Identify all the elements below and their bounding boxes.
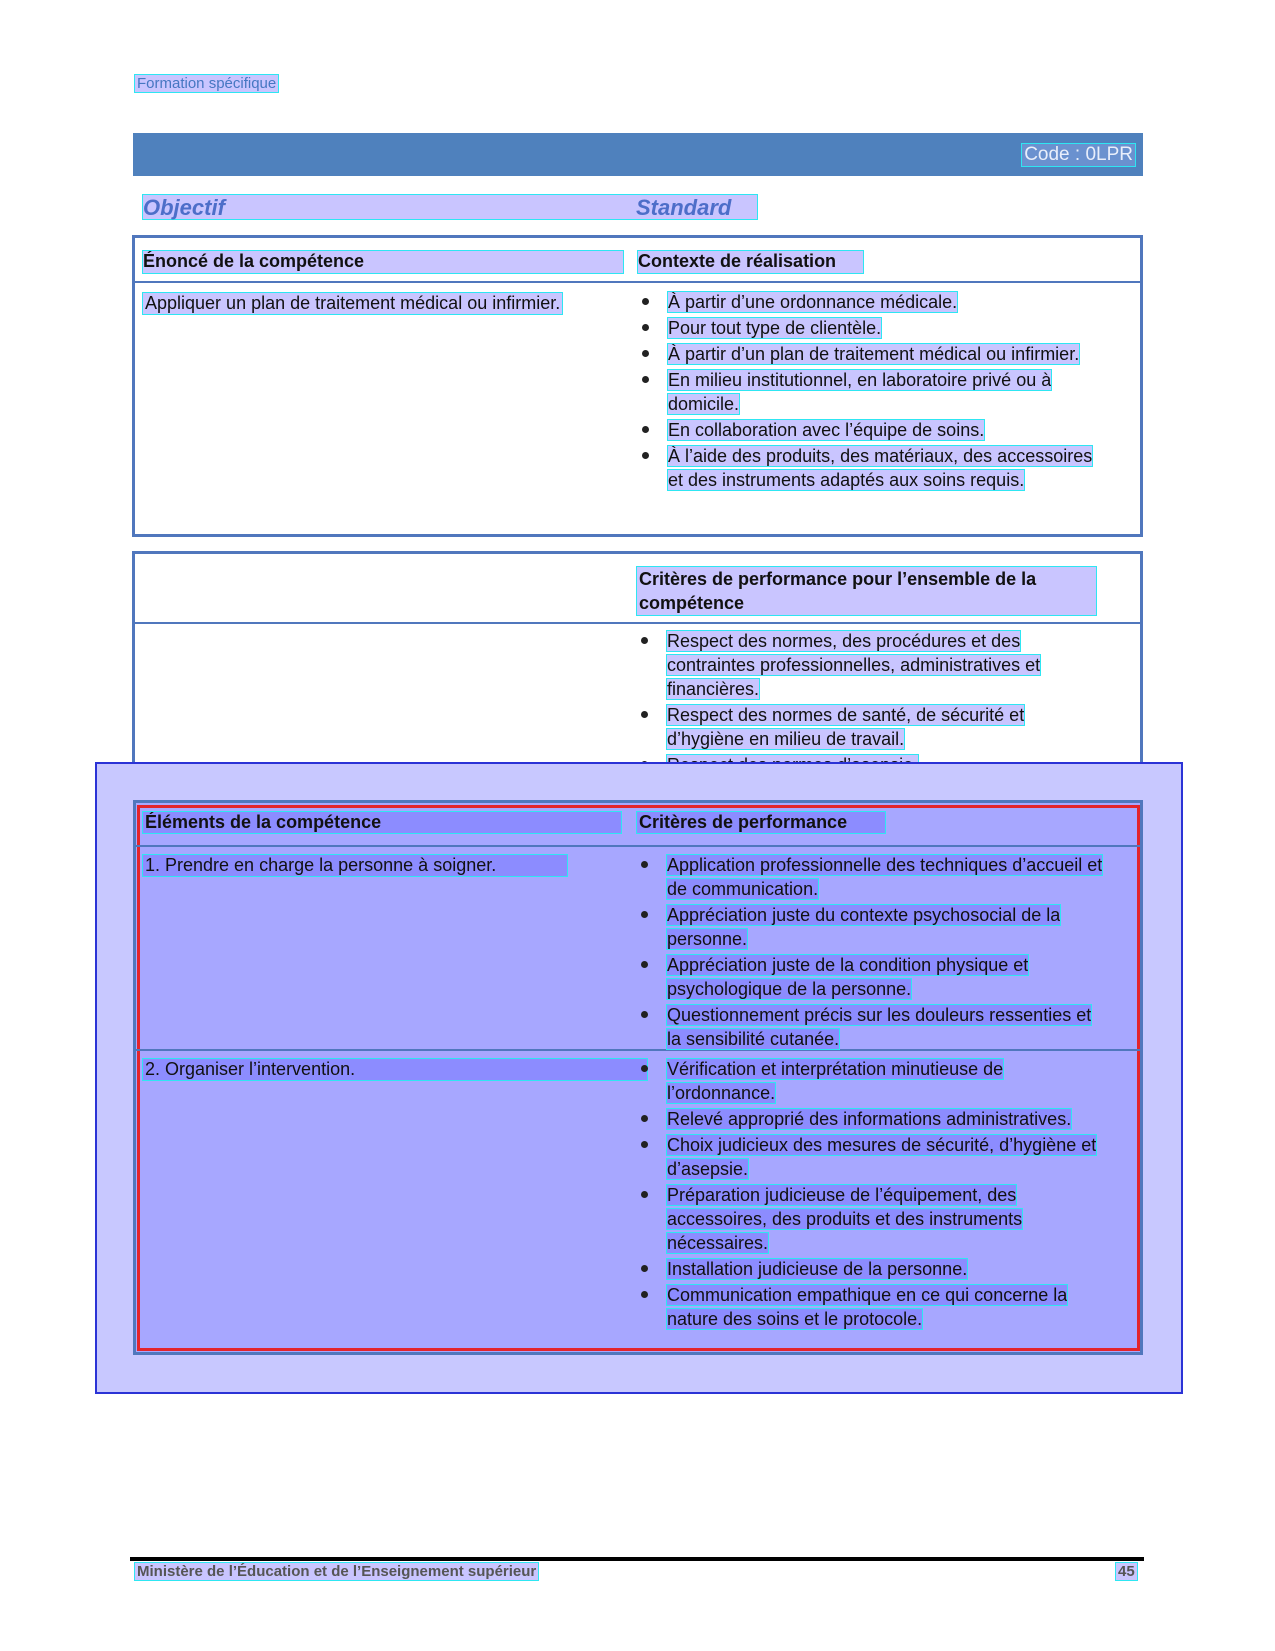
criteria-table [132,551,1143,774]
competence-statement: Appliquer un plan de traitement médical ou infirmier. [145,293,561,313]
bullet-text: Communication empathique en ce qui concerne la nature des soins et le protocole. [667,1285,1068,1329]
bullet-text: Vérification et interprétation minutieuse de l’ordonnance. [667,1059,1004,1103]
bullet-item [637,1057,1107,1105]
bullet-icon [642,426,649,433]
bullet-text: Application professionnelle des techniques d’accueil et de communication. [667,855,1103,899]
bullet-text: À partir d’un plan de traitement médical ou infirmier. [668,344,1080,364]
bullet-text: Respect des normes, des procédures et des contraintes professionnelles, administratives et financières. [667,631,1041,699]
page-number: 45 [1118,1563,1135,1580]
bullet-icon [642,324,649,331]
bullet-item [637,853,1107,901]
bullet-item [637,1003,1107,1051]
bullet-text: Appréciation juste de la condition physique et psychologique de la personne. [667,955,1029,999]
bullet-item [637,903,1107,951]
statement-header: Énoncé de la compétence [143,251,365,271]
bullet-icon [641,1065,648,1072]
bullet-item [637,953,1107,1001]
bullet-icon [641,1291,648,1298]
criteria-table-header [135,554,1140,624]
bullet-text: À l’aide des produits, des matériaux, des accessoires et des instruments adaptés aux soins requis. [668,446,1093,490]
bullet-text: Préparation judicieuse de l’équipement, des accessoires, des produits et des instruments nécessaires. [667,1185,1023,1253]
criteria-header: Critères de performance pour l’ensemble de la compétence [637,567,1096,615]
program-code: Code : 0LPR [1024,144,1133,165]
bullet-icon [641,961,648,968]
bullet-text: À partir d’une ordonnance médicale. [668,292,958,312]
bullet-text: Appréciation juste du contexte psychosocial de la personne. [667,905,1061,949]
bullet-item [637,1283,1107,1331]
bullet-text: Relevé approprié des informations administratives. [667,1109,1072,1129]
bullet-item [637,1107,1107,1131]
bullet-item [637,1183,1107,1255]
bullet-text: Questionnement précis sur les douleurs ressenties et la sensibilité cutanée. [667,1005,1092,1049]
element-1: 1. Prendre en charge la personne à soigner. [143,855,567,876]
context-header: Contexte de réalisation [638,251,837,271]
competence-table [132,235,1143,537]
bullet-icon [641,1115,648,1122]
bullet-item [638,290,1098,314]
footer-ministry: Ministère de l’Éducation et de l’Enseignement supérieur [137,1563,537,1580]
bullet-icon [641,1265,648,1272]
performance-header: Critères de performance [637,812,885,833]
page-header-title: Formation spécifique [137,75,277,92]
bullet-icon [642,376,649,383]
bullet-item [638,368,1098,416]
elements-header: Éléments de la compétence [143,812,621,833]
footer-rule [130,1557,1144,1561]
bullet-icon [641,861,648,868]
bullet-text: Choix judicieux des mesures de sécurité, d’hygiène et d’asepsie. [667,1135,1097,1179]
bullet-icon [642,350,649,357]
criteria-list [637,629,1097,779]
bullet-text: Pour tout type de clientèle. [668,318,882,338]
bullet-item [638,444,1098,492]
bullet-text: En milieu institutionnel, en laboratoire privé ou à domicile. [668,370,1052,414]
bullet-icon [641,1011,648,1018]
bullet-item [637,629,1097,701]
element-2: 2. Organiser l’intervention. [143,1059,647,1080]
competence-table-header [135,238,1140,283]
bullet-icon [641,637,648,644]
context-list [638,290,1098,494]
bullet-item [638,342,1098,366]
bullet-item [637,1133,1107,1181]
bullet-icon [641,1191,648,1198]
elements-header-separator [136,845,1140,847]
bullet-icon [641,711,648,718]
bullet-text: Respect des normes de santé, de sécurité et d’hygiène en milieu de travail. [667,705,1025,749]
bullet-icon [641,1141,648,1148]
right-header-highlight [638,251,863,273]
bullet-item [637,1257,1107,1281]
bullet-text: Installation judicieuse de la personne. [667,1259,968,1279]
element-2-criteria [637,1057,1107,1333]
bullet-text: En collaboration avec l’équipe de soins. [668,420,985,440]
bullet-item [638,418,1098,442]
left-header-highlight [143,251,623,273]
element-1-criteria [637,853,1107,1053]
objectif-label: Objectif [143,195,225,220]
bullet-item [637,703,1097,751]
bullet-icon [642,298,649,305]
bullet-icon [642,452,649,459]
objective-standard-row [143,195,757,219]
bullet-item [638,316,1098,340]
code-bar [133,133,1143,176]
bullet-icon [641,911,648,918]
standard-label: Standard [636,195,732,220]
